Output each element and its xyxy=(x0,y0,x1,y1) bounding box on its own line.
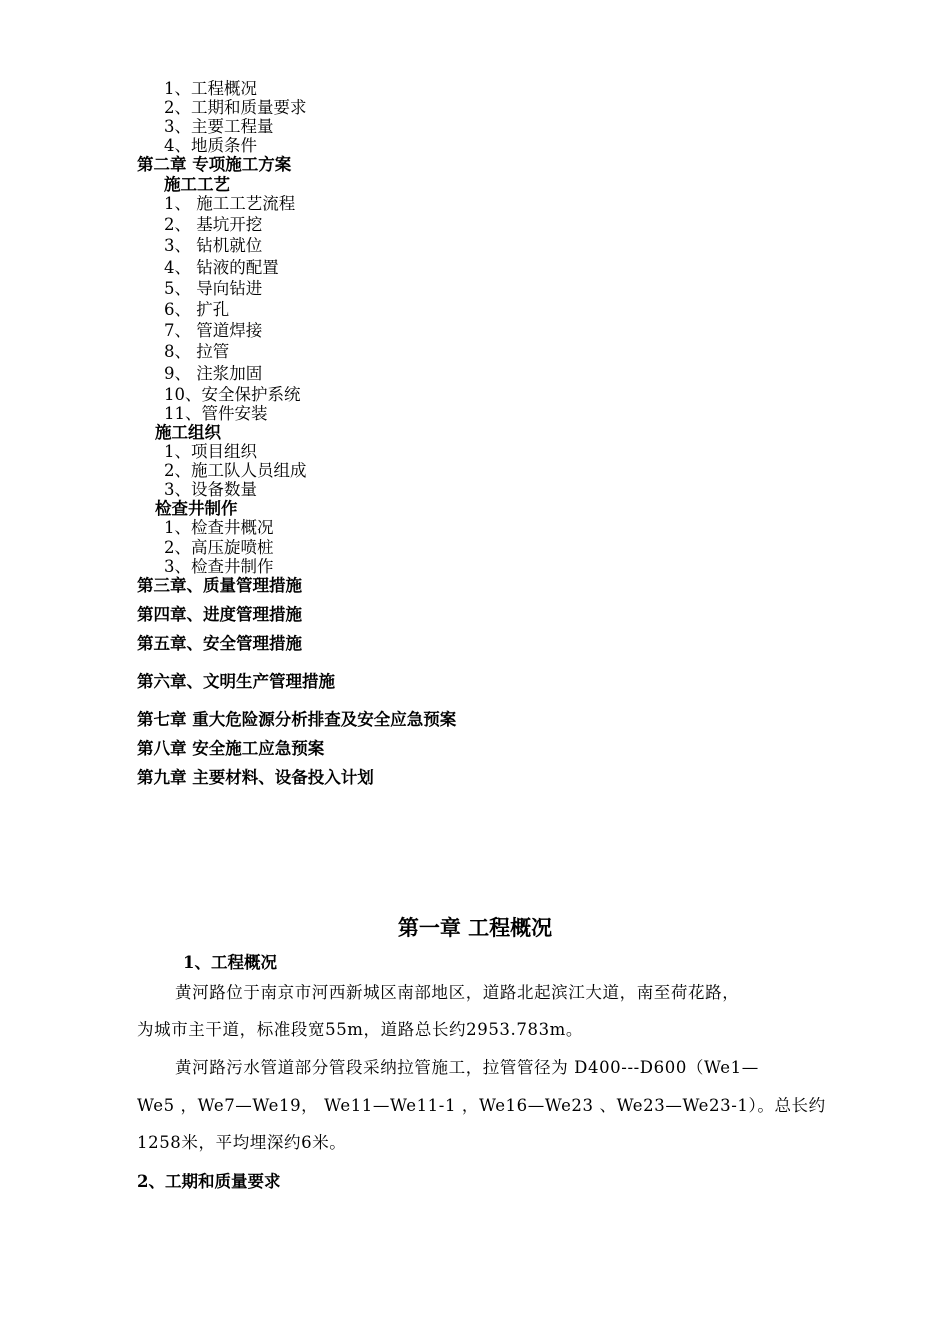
toc-item: 1、检查井概况 xyxy=(164,518,274,537)
section-heading: 2、工期和质量要求 xyxy=(137,1172,281,1191)
toc-item: 11、管件安装 xyxy=(164,404,268,423)
toc-item: 1、 施工工艺流程 xyxy=(164,194,296,213)
toc-chapter: 第二章 专项施工方案 xyxy=(137,155,292,174)
toc-item: 2、工期和质量要求 xyxy=(164,98,307,117)
toc-item: 5、 导向钻进 xyxy=(164,279,263,298)
toc-item: 10、安全保护系统 xyxy=(164,385,301,404)
paragraph-line: 1258米，平均埋深约6米。 xyxy=(137,1133,347,1152)
toc-chapter: 第六章、文明生产管理措施 xyxy=(137,672,335,691)
toc-item: 6、 扩孔 xyxy=(164,300,230,319)
toc-item: 3、 钻机就位 xyxy=(164,236,263,255)
toc-chapter: 第七章 重大危险源分析排查及安全应急预案 xyxy=(137,710,457,729)
toc-item: 3、设备数量 xyxy=(164,480,257,499)
section-heading: 1、工程概况 xyxy=(183,953,277,972)
paragraph-line: 黄河路污水管道部分管段采纳拉管施工，拉管管径为 D400---D600（We1— xyxy=(175,1058,759,1077)
toc-section: 施工工艺 xyxy=(164,175,230,194)
toc-item: 2、高压旋喷桩 xyxy=(164,538,274,557)
toc-chapter: 第五章、安全管理措施 xyxy=(137,634,302,653)
toc-item: 8、 拉管 xyxy=(164,342,230,361)
chapter-title: 第一章 工程概况 xyxy=(397,915,553,940)
paragraph-line: 黄河路位于南京市河西新城区南部地区，道路北起滨江大道，南至荷花路， xyxy=(175,983,740,1002)
toc-item: 3、检查井制作 xyxy=(164,557,274,576)
toc-chapter: 第四章、进度管理措施 xyxy=(137,605,302,624)
toc-item: 2、 基坑开挖 xyxy=(164,215,263,234)
toc-item: 9、 注浆加固 xyxy=(164,364,263,383)
toc-chapter: 第九章 主要材料、设备投入计划 xyxy=(137,768,374,787)
toc-item: 1、工程概况 xyxy=(164,79,257,98)
toc-item: 4、地质条件 xyxy=(164,136,257,155)
toc-item: 7、 管道焊接 xyxy=(164,321,263,340)
toc-chapter: 第三章、质量管理措施 xyxy=(137,576,302,595)
toc-chapter: 第八章 安全施工应急预案 xyxy=(137,739,325,758)
paragraph-line: 为城市主干道，标准段宽55m，道路总长约2953.783m。 xyxy=(137,1020,584,1039)
toc-section: 检查井制作 xyxy=(155,499,238,518)
toc-item: 3、主要工程量 xyxy=(164,117,274,136)
toc-item: 1、项目组织 xyxy=(164,442,257,461)
toc-item: 4、 钻液的配置 xyxy=(164,258,279,277)
toc-section: 施工组织 xyxy=(155,423,221,442)
paragraph-line: We5 ，We7—We19， We11—We11-1 ，We16—We23 、We23—We23-1）。总长约 xyxy=(137,1096,826,1115)
toc-item: 2、施工队人员组成 xyxy=(164,461,307,480)
